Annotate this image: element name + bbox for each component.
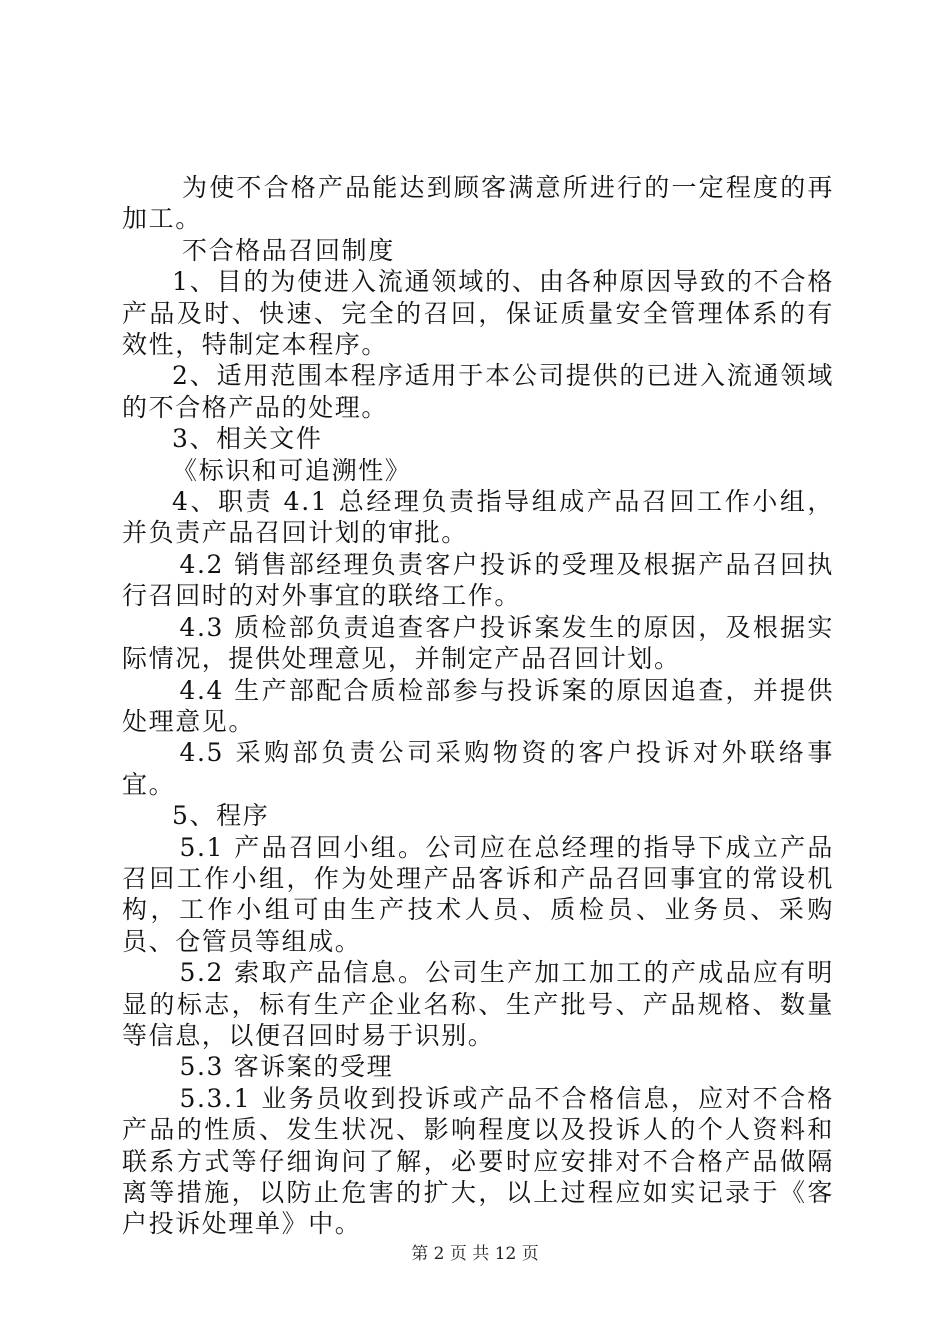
paragraph: 3、相关文件 (172, 424, 323, 454)
paragraph: 5.3 客诉案的受理 (179, 1052, 394, 1082)
paragraph: 为使不合格产品能达到顾客满意所进行的一定程度的再加工。 (122, 173, 834, 234)
paragraph: 5.3.1 业务员收到投诉或产品不合格信息，应对不合格产品的性质、发生状况、影响程度以及投诉人的个人资料和联系方式等仔细询问了解，必要时应安排对不合格产品做隔离等措施，以防止危害的扩大，以上过程应如实记录于《客户投诉处理单》中。 (122, 1083, 834, 1239)
paragraph: 4.5 采购部负责公司采购物资的客户投诉对外联络事宜。 (122, 738, 834, 799)
paragraph: 4、职责 4.1 总经理负责指导组成产品召回工作小组，并负责产品召回计划的审批。 (122, 487, 834, 548)
paragraph: 4.4 生产部配合质检部参与投诉案的原因追查，并提供处理意见。 (122, 675, 834, 736)
paragraph: 《标识和可追溯性》 (172, 455, 412, 485)
paragraph: 5.2 索取产品信息。公司生产加工加工的产成品应有明显的标志，标有生产企业名称、生产批号、产品规格、数量等信息，以便召回时易于识别。 (122, 958, 834, 1050)
paragraph: 5.1 产品召回小组。公司应在总经理的指导下成立产品召回工作小组，作为处理产品客诉和产品召回事宜的常设机构，工作小组可由生产技术人员、质检员、业务员、采购员、仓管员等组成。 (122, 832, 834, 956)
document-body (122, 172, 834, 1240)
paragraph: 2、适用范围本程序适用于本公司提供的已进入流通领域的不合格产品的处理。 (122, 361, 834, 422)
paragraph: 1、目的为使进入流通领域的、由各种原因导致的不合格产品及时、快速、完全的召回，保证质量安全管理体系的有效性，特制定本程序。 (122, 267, 834, 360)
paragraph: 5、程序 (172, 801, 270, 831)
paragraph: 4.2 销售部经理负责客户投诉的受理及根据产品召回执行召回时的对外事宜的联络工作。 (122, 549, 834, 611)
page-footer: 第 2 页 共 12 页 (411, 1244, 539, 1264)
paragraph: 4.3 质检部负责追查客户投诉案发生的原因，及根据实际情况，提供处理意见，并制定产品召回计划。 (122, 612, 834, 674)
paragraph: 不合格品召回制度 (182, 235, 395, 265)
